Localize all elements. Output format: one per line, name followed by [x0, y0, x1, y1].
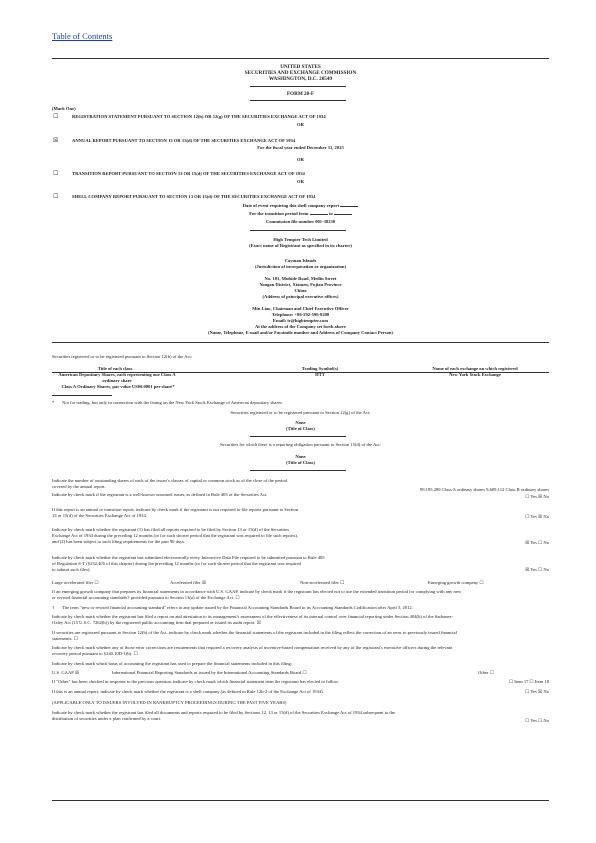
basis-ifrs-box[interactable]: ☐ — [302, 671, 307, 676]
table-row-class-a: Class A Ordinary Shares, par value US$0.0001 per share* — [61, 384, 175, 389]
q-transition-2: 13 or 15(d) of the Securities Exchange Act of 1934. — [52, 513, 147, 518]
filer-non-accelerated-label: Non-accelerated filer — [300, 580, 339, 585]
filer-emerging-growth-label: Emerging growth company — [428, 580, 479, 585]
section-rule — [52, 342, 549, 343]
contact-line-2: Telephone: +86-592-596-8208 — [271, 312, 330, 317]
shell-date-blank[interactable] — [340, 202, 358, 207]
q-outstanding-2: covered by the annual report. — [52, 484, 106, 489]
option-registration: REGISTRATION STATEMENT PURSUANT TO SECTION 12(b) OR 12(g) OF THE SECURITIES EXCHANGE ACT OF 1934 — [72, 114, 326, 119]
table-of-contents-link[interactable]: Table of Contents — [52, 31, 113, 41]
section-12g-value: None — [295, 420, 306, 425]
or-label-3: OR — [297, 179, 304, 184]
q-wksi: Indicate by check mark if the registrant is a well-known seasoned issuer, as defined in Rule 405 of the Securities Act. — [52, 492, 268, 497]
commission-file-number: Commission file number 001-38230 — [265, 219, 336, 224]
bottom-rule — [52, 800, 549, 801]
table-header-symbol: Trading Symbol(s) — [301, 366, 339, 371]
checkbox-registration[interactable]: ☐ — [53, 113, 59, 120]
q-restatement-line-2 — [52, 651, 138, 658]
shell-date-label: Date of event requiring this shell company report — [242, 203, 340, 208]
registrant-address-3: China — [294, 288, 307, 293]
table-row-ads-line-2: ordinary share — [102, 377, 132, 383]
q-icfr-line-2 — [52, 620, 261, 627]
transition-to-blank[interactable] — [334, 210, 352, 215]
form-divider — [250, 100, 346, 101]
q-restatement-1: Indicate by check mark whether any of those error corrections are restatements that required a recovery analysis of incentive-based compensation received by any of the registrant's executive officers during the relevant — [52, 645, 453, 650]
q-shell: If this is an annual report, indicate by check mark whether the registrant is a shell company (as defined in Rule 12b-2 of the Exchange Act of 1934). — [52, 689, 324, 694]
registrant-jurisdiction-caption: (Jurisdiction of incorporation or organization) — [254, 264, 347, 269]
a-egc[interactable]: ☐ — [235, 596, 240, 601]
section-12g-caption: (Title of Class) — [286, 426, 315, 431]
a-correction[interactable]: ☐ — [73, 637, 78, 642]
q-basis: Indicate by check mark which basis of accounting the registrant has used to prepare the financial statements included in this filing: — [52, 661, 293, 666]
registrant-divider — [250, 230, 346, 231]
registrant-name: High Tempter Tech Limited — [273, 237, 328, 242]
basis-other-label: Other — [478, 670, 489, 675]
q-filed-2: Exchange Act of 1934 during the preceding 12 months (or for such shorter period that the registrant was required to file such reports), — [52, 533, 299, 538]
basis-other[interactable] — [478, 670, 494, 677]
option-shell: SHELL COMPANY REPORT PURSUANT TO SECTION 13 OR 15(d) OF THE SECURITIES EXCHANGE ACT OF 1934 — [72, 194, 316, 199]
fiscal-year-line: For the fiscal year ended December 31, 2025 — [257, 145, 344, 150]
checkbox-annual-report[interactable]: ☒ — [53, 137, 59, 144]
q-correction-1: If securities are registered pursuant to Section 12(b) of the Act, indicate by check mark whether the financial statements of the registrant included in the filing reflect the correction of an error to previously issued financial — [52, 630, 457, 635]
table-row-ads-line-1: American Depositary Shares, each representing one Class A — [58, 372, 176, 377]
registrant-address-2: Yongan District, Xiamen, Fujian Province — [259, 282, 342, 287]
basis-usgaap-box[interactable]: ☒ — [74, 671, 79, 676]
registrant-address-1: No. 101, Mubide Road, Meilin Street — [264, 276, 337, 281]
q-interactive-1: Indicate by check mark whether the registrant has submitted electronically every Interactive Data File required to be submitted pursuant to Rule 405 — [52, 555, 325, 560]
registrant-jurisdiction: Cayman Islands — [284, 258, 317, 263]
table-row-ads — [56, 372, 178, 383]
form-title: FORM 20-F — [286, 91, 315, 97]
a-item[interactable]: ☐ Item 17 ☐ Item 18 — [508, 679, 549, 684]
header-country: UNITED STATES — [280, 64, 321, 70]
q-outstanding-1: Indicate the number of outstanding shares of each of the issuer's classes of capital or common stock as of the close of the period — [52, 478, 287, 483]
q-item: If "Other" has been checked in response to the previous question, indicate by check mark which financial statement item the registrant has elected to follow. — [52, 679, 339, 684]
contact-line-3: Email: ir@hightempter.com — [272, 318, 329, 323]
a-shell[interactable]: ☐ Yes ☒ No — [525, 689, 549, 694]
a-interactive[interactable]: ☒ Yes ☐ No — [525, 567, 549, 572]
filer-accelerated[interactable] — [170, 580, 206, 587]
section-15d-intro: Securities for which there is a reporting obligation pursuant to Section 15(d) of the Act: — [220, 442, 381, 447]
dagger-note: The term "new or revised financial accounting standard" refers to any update issued by the Financial Accounting Standards Board to its Accounting Standards Codification after April 5, 2012. — [62, 605, 413, 610]
checkbox-transition[interactable]: ☐ — [53, 170, 59, 177]
q-transition-1: If this report is an annual or transition report, indicate by check mark if the registrant is not required to file reports pursuant to Section — [52, 507, 299, 512]
bankruptcy-heading: (APPLICABLE ONLY TO ISSUERS INVOLVED IN BANKRUPTCY PROCEEDINGS DURING THE PAST FIVE YEARS) — [52, 700, 287, 705]
top-rule — [52, 58, 549, 59]
basis-usgaap[interactable] — [52, 670, 79, 677]
table-row-exchange: New York Stock Exchange — [449, 372, 501, 377]
basis-other-box[interactable]: ☐ — [489, 671, 494, 676]
or-label-1: OR — [297, 122, 304, 127]
q-interactive-3: to submit such files). — [52, 567, 91, 572]
dagger-mark: † — [52, 605, 55, 610]
header-divider — [250, 86, 346, 87]
basis-usgaap-label: U.S. GAAP — [52, 670, 74, 675]
filer-accelerated-box[interactable]: ☒ — [201, 581, 207, 586]
contact-caption: (Name, Telephone, E-mail and/or Facsimile number and Address of Company Contact Person) — [208, 330, 393, 335]
a-icfr[interactable]: ☒ — [256, 621, 261, 626]
section-12g-rule — [250, 436, 346, 437]
transition-from-label: For the transition period from — [249, 211, 309, 216]
filer-non-accelerated-box[interactable]: ☐ — [340, 581, 345, 586]
a-transition[interactable]: ☐ Yes ☒ No — [525, 514, 549, 519]
table-header-exchange: Name of each exchange on which registered — [432, 366, 518, 371]
transition-to-label: to — [328, 211, 333, 216]
a-wksi[interactable]: ☐ Yes ☒ No — [525, 494, 549, 499]
option-annual-report: ANNUAL REPORT PURSUANT TO SECTION 13 OR 15(d) OF THE SECURITIES EXCHANGE ACT OF 1934 — [72, 138, 296, 143]
contact-line-1: Min Liao, Chairman and Chief Executive Officer — [252, 306, 349, 311]
section-12b-intro: Securities registered or to be registered pursuant to Section 12(b) of the Act: — [52, 354, 193, 359]
q-bankruptcy-2: distribution of securities under a plan confirmed by a court. — [52, 716, 162, 721]
mark-one-label: (Mark One) — [52, 106, 76, 111]
q-correction-2: statements. — [52, 636, 73, 641]
footnote-text: Not for trading, but only in connection with the listing on the New York Stock Exchange of American depositary shares. — [62, 400, 283, 405]
filer-accelerated-label: Accelerated filer — [170, 580, 201, 585]
header-city: WASHINGTON, D.C. 20549 — [268, 76, 333, 82]
header-commission: SECURITIES AND EXCHANGE COMMISSION — [244, 70, 357, 76]
shell-date-line — [52, 202, 549, 209]
contact-line-4: At the address of the Company set forth above — [254, 324, 347, 329]
option-transition: TRANSITION REPORT PURSUANT TO SECTION 13 OR 15(d) OF THE SECURITIES EXCHANGE ACT OF 1934 — [72, 171, 305, 176]
registrant-address-caption: (Address of principal executive offices) — [262, 294, 339, 299]
basis-ifrs-label: International Financial Reporting Standards as issued by the International Accounting Standards Board — [112, 670, 302, 675]
a-restatement[interactable]: ☐ — [133, 652, 138, 657]
section-15d-caption: (Title of Class) — [286, 460, 315, 465]
a-bankruptcy[interactable]: ☐ Yes ☐ No — [525, 718, 549, 723]
checkbox-shell[interactable]: ☐ — [53, 193, 59, 200]
filer-large-accelerated[interactable] — [52, 580, 99, 587]
q-egc-line-2 — [52, 595, 239, 602]
section-15d-rule — [250, 470, 346, 471]
footnote-rule — [52, 395, 112, 396]
q-icfr-1: Indicate by check mark whether the registrant has filed a report on and attestation to its management's assessment of the effectiveness of its internal control over financial reporting under Section 404(b) of the Sarbanes- — [52, 614, 453, 619]
q-filed-1: Indicate by check mark whether the registrant (1) has filed all reports required to be filed by Section 13 or 15(d) of the Securities — [52, 527, 289, 532]
table-header-title: Title of each class — [97, 366, 133, 371]
footnote-mark: * — [52, 400, 55, 405]
q-filed-3: and (2) has been subject to such filing requirements for the past 90 days. — [52, 539, 186, 544]
q-egc-1: If an emerging growth company that prepares its financial statements in accordance with U.S. GAAP, indicate by check mark if the registrant has elected not to use the extended transition period for complying with any new — [52, 589, 462, 594]
section-12g-intro: Securities registered or to be registered pursuant to Section 12(g) of the Act: — [230, 410, 371, 415]
filer-non-accelerated[interactable] — [300, 580, 344, 587]
basis-ifrs[interactable] — [112, 670, 306, 677]
q-correction-line-2 — [52, 636, 78, 643]
transition-from-blank[interactable] — [310, 210, 328, 215]
q-egc-2: or revised financial accounting standards† provided pursuant to Section 13(a) of the Exchange Act. — [52, 595, 235, 600]
filer-large-accelerated-box[interactable]: ☐ — [94, 581, 99, 586]
transition-period-line — [52, 210, 549, 217]
filer-emerging-growth-box[interactable]: ☐ — [479, 581, 484, 586]
outstanding-value: 99,185,289 Class A ordinary shares 9,609,112 Class B ordinary shares — [419, 487, 549, 492]
or-label-2: OR — [297, 157, 304, 162]
q-restatement-2: recovery period pursuant to §240.10D-1(b). — [52, 651, 133, 656]
q-icfr-2: Oxley Act (15 U.S.C. 7262(b)) by the registered public accounting firm that prepared or issued its audit report. — [52, 620, 256, 625]
q-bankruptcy-1: Indicate by check mark whether the registrant has filed all documents and reports required to be filed by Sections 12, 13 or 15(d) of the Securities Exchange Act of 1934 subsequent to the — [52, 710, 396, 715]
q-interactive-2: of Regulation S-T (§232.405 of this chapter) during the preceding 12 months (or for such shorter period that the registrant was required — [52, 561, 301, 566]
filer-emerging-growth[interactable] — [428, 580, 483, 587]
registrant-name-caption: (Exact name of Registrant as specified in its charter) — [249, 243, 352, 248]
table-row-symbol: HTT — [315, 372, 325, 377]
a-filed[interactable]: ☒ Yes ☐ No — [525, 540, 549, 545]
filer-large-accelerated-label: Large accelerated filer — [52, 580, 94, 585]
section-15d-value: None — [295, 454, 306, 459]
